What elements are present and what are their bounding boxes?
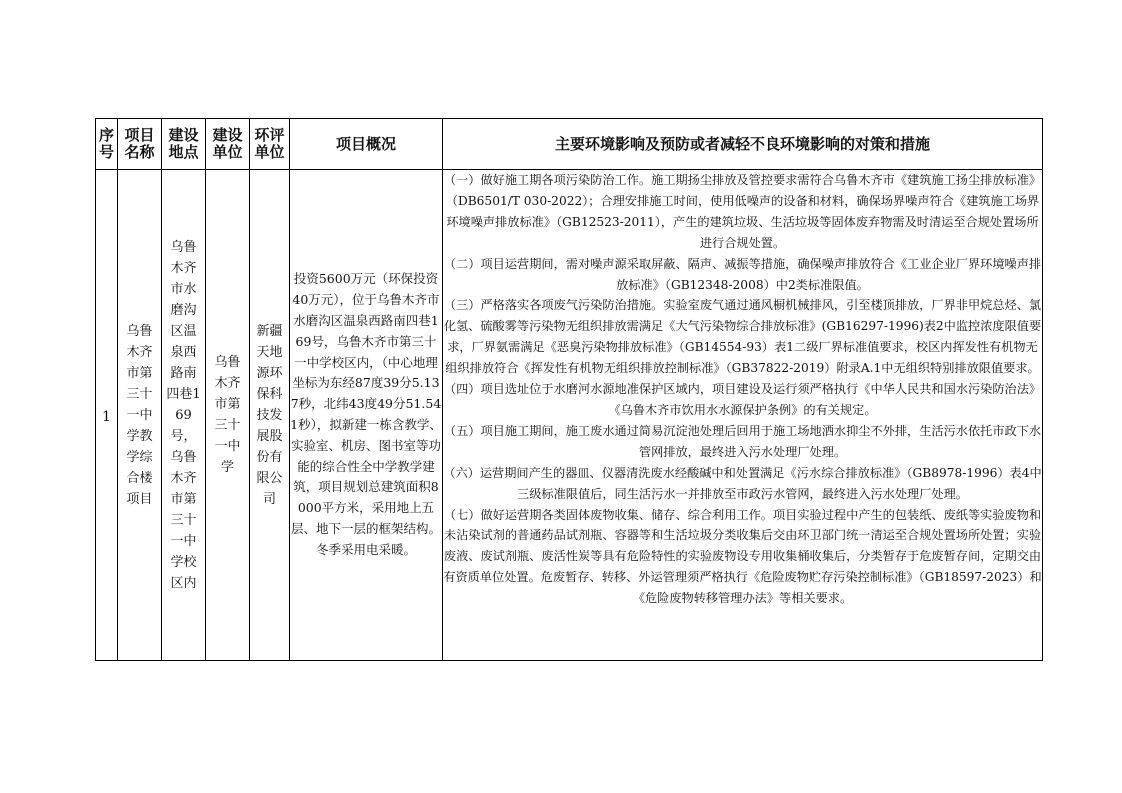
construction-unit: 乌鲁木齐市第三十一中学	[214, 355, 241, 475]
measure-item: （五）项目施工期间，施工废水通过简易沉淀池处理后回用于施工场地洒水抑尘不外排，生活污水依托市政下水管网排放，最终进入污水处理厂处理。	[443, 423, 1042, 459]
cell-site	[162, 170, 206, 661]
table-header-row	[96, 119, 1043, 170]
measure-item: （三）严格落实各项废气污染防治措施。实验室废气通过通风橱机械排风，引至楼顶排放，厂界非甲烷总烃、氯化氢、硫酸雾等污染物无组织排放需满足《大气污染物综合排放标准》(GB16297-1996)表2中监控浓度限值要求，厂界氨需满足《恶臭污染物排放标准》（GB14554-93）表1二级厂界标准值要求，校区内挥发性有机物无组织排放符合《挥发性有机物无组织排放控制标准》（GB37822-2019）附录A.1中无组织特别排放限值要求。	[443, 298, 1042, 376]
header-project-name: 项目名称	[118, 119, 162, 170]
header-eia-unit: 环评单位	[250, 119, 290, 170]
cell-unit	[206, 170, 250, 661]
measure-item: （四）项目选址位于水磨河水源地准保护区域内，项目建设及运行须严格执行《中华人民共和国水污染防治法》《乌鲁木齐市饮用水水源保护条例》的有关规定。	[443, 382, 1042, 417]
project-name: 乌鲁木齐市第三十一中学教学综合楼项目	[126, 323, 153, 507]
row-number: 1	[102, 408, 111, 425]
cell-eia-unit	[250, 170, 290, 661]
header-unit: 建设单位	[206, 119, 250, 170]
header-no: 序号	[96, 119, 118, 170]
project-site: 乌鲁木齐市水磨沟区温泉西路南四巷169号，乌鲁木齐市第三十一中学校区内	[166, 239, 201, 591]
table-row	[96, 170, 1043, 661]
eia-unit: 新疆天地源环保科技发展股份有限公司	[256, 323, 283, 507]
measure-item: （六）运营期间产生的器皿、仪器清洗废水经酸碱中和处置满足《污水综合排放标准》（GB8978-1996）表4中三级标准限值后，同生活污水一并排放至市政污水管网，最终进入污水处理厂处理。	[443, 465, 1042, 501]
measure-item: （二）项目运营期间，需对噪声源采取屏蔽、隔声、减振等措施，确保噪声排放符合《工业企业厂界环境噪声排放标准》（GB12348-2008）中2类标准限值。	[443, 256, 1042, 292]
project-table	[95, 118, 1043, 661]
cell-measures	[443, 170, 1043, 661]
measure-item: （一）做好施工期各项污染防治工作。施工期扬尘排放及管控要求需符合乌鲁木齐市《建筑施工扬尘排放标准》（DB6501/T 030-2022）；合理安排施工时间，使用低噪声的设备和材料，确保场界噪声符合《建筑施工场界环境噪声排放标准》（GB12523-2011），产生的建筑垃圾、生活垃圾等固体废弃物需及时清运至合规处置场所进行合规处置。	[443, 173, 1042, 250]
header-site: 建设地点	[162, 119, 206, 170]
header-measures: 主要环境影响及预防或者减轻不良环境影响的对策和措施	[443, 119, 1043, 170]
measure-item: （七）做好运营期各类固体废物收集、储存、综合利用工作。项目实验过程中产生的包装纸、废纸等实验废物和未沾染试剂的普通药品试剂瓶、容器等和生活垃圾分类收集后交由环卫部门统一清运至合规处置场所处置；实验废液、废试剂瓶、废活性炭等具有危险特性的实验废物设专用收集桶收集后，分类暂存于危废暂存间，定期交由有资质单位处置。危废暂存、转移、外运管理须严格执行《危险废物贮存污染控制标准》（GB18597-2023）和《危险废物转移管理办法》等相关要求。	[443, 507, 1042, 606]
header-overview: 项目概况	[290, 119, 443, 170]
project-overview: 投资5600万元（环保投资40万元），位于乌鲁木齐市水磨沟区温泉西路南四巷169号，乌鲁木齐市第三十一中学校区内，（中心地理坐标为东经87度39分5.137秒，北纬43度49分51.541秒），拟新建一栋含教学、实验室、机房、图书室等功能的综合性全中学教学建筑，项目规划总建筑面积8000平方米，采用地上五层、地下一层的框架结构。冬季采用电采暖。	[290, 170, 443, 661]
cell-no	[96, 170, 118, 661]
cell-project-name	[118, 170, 162, 661]
